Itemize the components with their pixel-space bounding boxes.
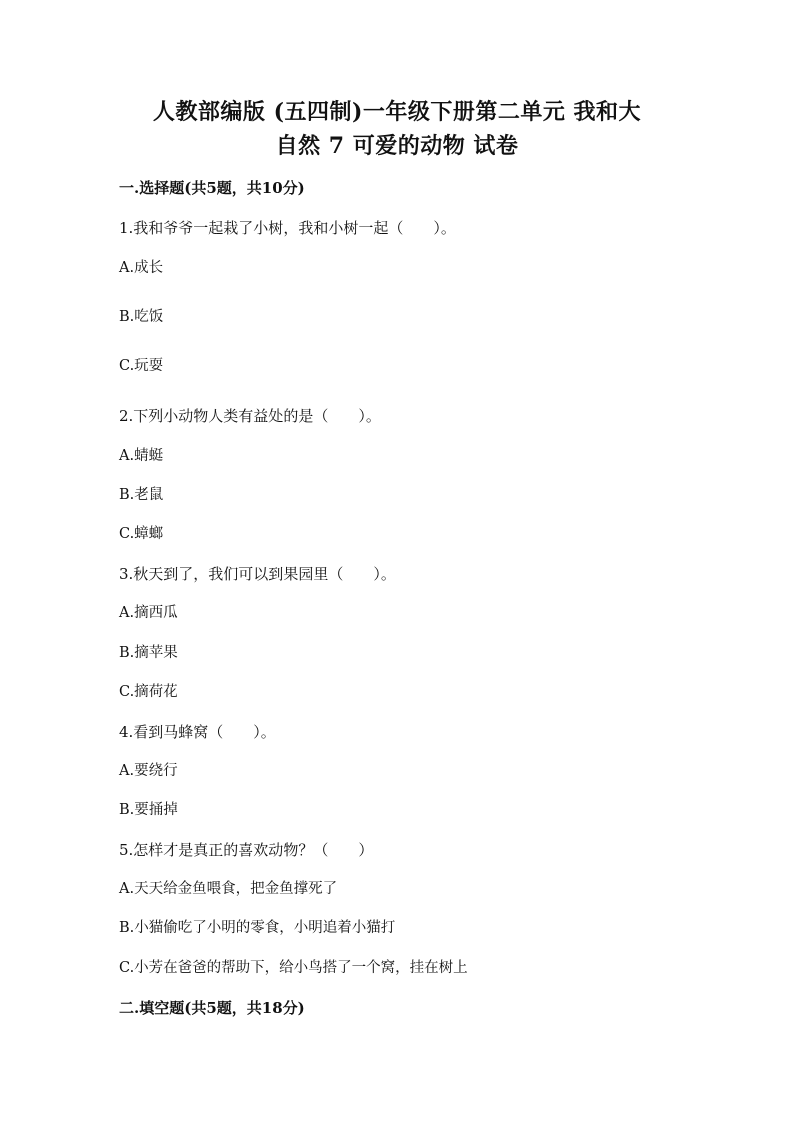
question-1-option-b: B.吃饭 xyxy=(119,309,164,325)
question-2-option-b: B.老鼠 xyxy=(119,487,164,503)
question-4-option-a: A.要绕行 xyxy=(119,763,178,779)
question-1-stem: 1.我和爷爷一起栽了小树，我和小树一起（ ）。 xyxy=(119,219,456,237)
question-5-option-a: A.天天给金鱼喂食，把金鱼撑死了 xyxy=(119,881,338,897)
question-5-stem: 5.怎样才是真正的喜欢动物？（ ） xyxy=(119,841,374,859)
question-3-option-a: A.摘西瓜 xyxy=(119,605,178,621)
question-4-stem: 4.看到马蜂窝（ ）。 xyxy=(119,723,276,741)
page-title-line-2: 自然 7 可爱的动物 试卷 xyxy=(275,133,519,159)
question-5-option-c: C.小芳在爸爸的帮助下，给小鸟搭了一个窝，挂在树上 xyxy=(119,960,468,976)
question-1-option-c: C.玩耍 xyxy=(119,358,164,374)
question-2-option-a: A.蜻蜓 xyxy=(119,448,164,464)
page-title-line-1: 人教部编版 (五四制)一年级下册第二单元 我和大 xyxy=(152,99,642,125)
section-heading-choice: 一.选择题(共5题，共10分) xyxy=(119,179,305,197)
question-2-option-c: C.蟑螂 xyxy=(119,526,164,542)
question-2-stem: 2.下列小动物人类有益处的是（ ）。 xyxy=(119,407,381,425)
question-3-option-c: C.摘荷花 xyxy=(119,684,178,700)
question-1-option-a: A.成长 xyxy=(119,260,164,276)
question-4-option-b: B.要捅掉 xyxy=(119,802,178,818)
question-3-stem: 3.秋天到了，我们可以到果园里（ ）。 xyxy=(119,565,396,583)
question-3-option-b: B.摘苹果 xyxy=(119,645,178,661)
section-heading-fill: 二.填空题(共5题，共18分) xyxy=(119,999,305,1017)
question-5-option-b: B.小猫偷吃了小明的零食，小明追着小猫打 xyxy=(119,920,396,936)
